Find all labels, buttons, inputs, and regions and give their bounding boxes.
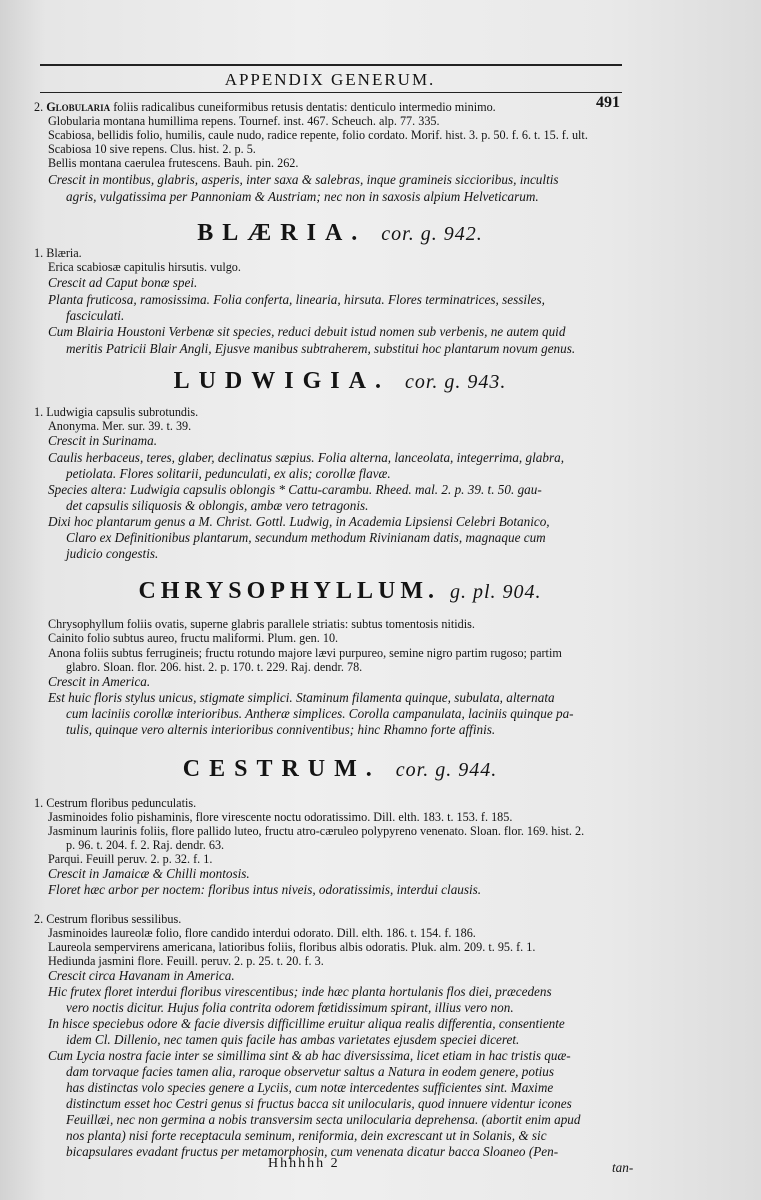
synonym-line: glabro. Sloan. flor. 206. hist. 2. p. 170. t. 229. Raj. dendr. 78. [66, 660, 363, 674]
header-rule [40, 92, 622, 93]
synonym-line: Jasminoides folio pishaminis, flore virescente noctu odoratissimo. Dill. elth. 183. t. 153. f. 185. [48, 810, 513, 824]
note-line: distinctum esset hoc Cestri genus si fructus bacca sit unilocularis, quod innuere videntur icones [66, 1096, 572, 1111]
signature-mark: Hhhhhh 2 [268, 1156, 340, 1171]
habitat-line: Crescit in America. [48, 674, 151, 689]
note-line: In hisce speciebus odore & facie diversis difficillime eruitur aliqua realis differentia, consentiente [48, 1016, 565, 1031]
description-line: tulis, quinque vero alternis interioribus conniventibus; hinc Rhamno forte affinis. [66, 722, 496, 737]
page-number: 491 [596, 94, 620, 111]
note-line: Cum Blairia Houstoni Verbenæ sit species, reduci debuit istud nomen sub verbenis, ne autem quid [48, 324, 566, 339]
note-line: bicapsulares evadant fructus per metamorphosin, cum venenata dicatur bacca Sloaneo (Pen- [66, 1144, 559, 1159]
note-line: Claro ex Definitionibus plantarum, secundum methodum Rivinianam datis, magnaque cum [66, 530, 546, 545]
globularia-diagnosis: 2. Globularia foliis radicalibus cuneiformibus retusis dentatis: denticulo intermedio minimo. [34, 100, 496, 114]
running-header: APPENDIX GENERUM. [224, 70, 436, 89]
synonym-line: Jasminum laurinis foliis, flore pallido luteo, fructu atro-cæruleo polypyreno venenato. Sloan. flor. 169. hist. 2. [48, 824, 585, 838]
habitat-line: Crescit circa Havanam in America. [48, 968, 235, 983]
synonym-line: Jasminoides laureolæ folio, flore candido interdui odorato. Dill. elth. 186. t. 154. f. 186. [48, 926, 476, 940]
habitat-line: Crescit in montibus, glabris, asperis, inter saxa & salebras, inque gramineis siccioribus, incultis [48, 172, 559, 187]
note-line: dam torvaque facies tamen alia, raroque observetur saltus a Natura in eodem genere, potius [66, 1064, 555, 1079]
note-line: Feuillæi, nec non germina a nobis transversim secta unilocularia deprehensa. (abortit enim apud [66, 1112, 581, 1127]
genus-title-ludwigia: LUDWIGIA. cor. g. 943. [173, 368, 507, 394]
synonym-line: Hediunda jasmini flore. Feuill. peruv. 2. p. 25. t. 20. f. 3. [48, 954, 324, 968]
synonym-line: Globularia montana humillima repens. Tournef. inst. 467. Scheuch. alp. 77. 335. [48, 114, 440, 128]
description-line: Caulis herbaceus, teres, glaber, declinatus sæpius. Folia alterna, lanceolata, integerrima, glabra, [48, 450, 564, 465]
species-heading: 1. Blæria. [34, 246, 82, 260]
note-line: det capsulis siliquosis & oblongis, ambæ vero tetragonis. [66, 498, 369, 513]
note-line: meritis Patricii Blair Angli, Ejusve manibus subtraherem, substitui hoc plantarum novum genus. [66, 341, 576, 356]
note-line: nos planta) nisi forte receptacula seminum, reniformia, dein excrescant ut in Solanis, & sic [66, 1128, 547, 1143]
description-line: fasciculati. [66, 308, 125, 323]
note-line: idem Cl. Dillenio, nec tamen quis facile has ambas varietates ejusdem speciei diceret. [66, 1032, 520, 1047]
synonym-line: Bellis montana caerulea frutescens. Bauh. pin. 262. [48, 156, 299, 170]
habitat-line: Crescit in Surinama. [48, 433, 158, 448]
note-line: Floret hæc arbor per noctem: floribus intus niveis, odoratissimis, interdui clausis. [48, 882, 482, 897]
note-line: has distinctas volo species genere a Lyciis, cum notæ intercedentes sufficientes sint. Maxime [66, 1080, 554, 1095]
synonym-line: Scabiosa, bellidis folio, humilis, caule nudo, radice repente, folio cordato. Morif. hist. 3. p. 50. f. 6. t. 15. f. ult. [48, 128, 588, 142]
habitat-line: Crescit ad Caput bonæ spei. [48, 275, 198, 290]
catchword: tan- [612, 1160, 634, 1175]
synonym-line: p. 96. t. 204. f. 2. Raj. dendr. 63. [66, 838, 225, 852]
habitat-line: agris, vulgatissima per Pannoniam & Austriam; nec non in saxosis alpium Helveticarum. [66, 189, 539, 204]
synonym-line: Anonyma. Mer. sur. 39. t. 39. [48, 419, 192, 433]
genus-title-cestrum: CESTRUM. cor. g. 944. [182, 756, 498, 782]
note-line: Hic frutex floret interdui floribus virescentibus; inde hæc planta hortulanis flos diei, præcedens [48, 984, 552, 999]
note-line: vero noctis dicitur. Hujus folia contrita odorem fœtidissimum spirant, illius vero non. [66, 1000, 514, 1015]
description-line: cum laciniis corollæ interioribus. Antheræ simplices. Corolla campanulata, laciniis quinque pa- [66, 706, 574, 721]
species-heading: 2. Cestrum floribus sessilibus. [34, 912, 182, 926]
synonym-line: Parqui. Feuill peruv. 2. p. 32. f. 1. [48, 852, 213, 866]
synonym-line: Cainito folio subtus aureo, fructu maliformi. Plum. gen. 10. [48, 631, 339, 645]
note-line: Dixi hoc plantarum genus a M. Christ. Gottl. Ludwig, in Academia Lipsiensi Celebri Botanico, [48, 514, 550, 529]
synonym-line: Anona foliis subtus ferrugineis; fructu rotundo majore lævi purpureo, semine nigro partim rugoso; partim [48, 646, 562, 660]
note-line: Species altera: Ludwigia capsulis oblongis * Cattu-carambu. Rheed. mal. 2. p. 39. t. 50. gau- [48, 482, 542, 497]
genus-title-chrysophyllum: CHRYSOPHYLLUM. g. pl. 904. [138, 578, 542, 604]
synonym-line: Erica scabiosæ capitulis hirsutis. vulgo. [48, 260, 241, 274]
description-line: Planta fruticosa, ramosissima. Folia conferta, linearia, hirsuta. Flores terminatrices, sessiles, [48, 292, 545, 307]
note-line: judicio congestis. [66, 546, 159, 561]
habitat-line: Crescit in Jamaicæ & Chilli montosis. [48, 866, 250, 881]
synonym-line: Laureola sempervirens americana, latioribus foliis, floribus albis odoratis. Pluk. alm. 209. t. 95. f. 1. [48, 940, 536, 954]
species-heading: Chrysophyllum foliis ovatis, superne glabris parallele striatis: subtus tomentosis nitidis. [48, 617, 475, 631]
top-rule [40, 64, 622, 66]
description-line: Est huic floris stylus unicus, stigmate simplici. Staminum filamenta quinque, subulata, alternata [48, 690, 555, 705]
description-line: petiolata. Flores solitarii, pedunculati, ex alis; corollæ flavæ. [66, 466, 391, 481]
genus-title-blaeria: BLÆRIA. cor. g. 942. [197, 220, 483, 246]
synonym-line: Scabiosa 10 sive repens. Clus. hist. 2. p. 5. [48, 142, 256, 156]
note-line: Cum Lycia nostra facie inter se simillima sint & ab hac diversissima, licet etiam in hac tristis quæ- [48, 1048, 571, 1063]
species-heading: 1. Cestrum floribus pedunculatis. [34, 796, 197, 810]
species-heading: 1. Ludwigia capsulis subrotundis. [34, 405, 199, 419]
